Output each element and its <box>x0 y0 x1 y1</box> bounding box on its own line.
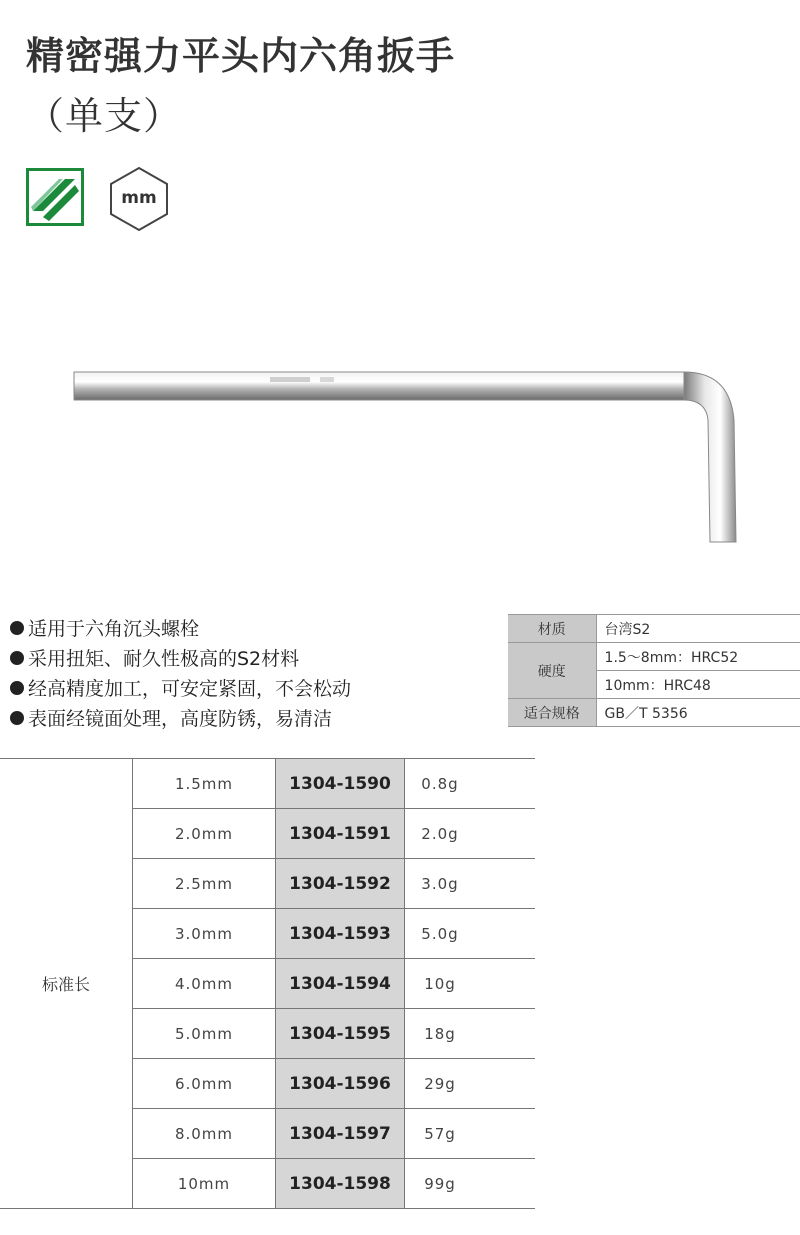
size-cell: 1.5mm <box>133 759 276 809</box>
pad-cell <box>475 959 535 1009</box>
size-cell: 3.0mm <box>133 909 276 959</box>
weight-cell: 0.8g <box>405 759 476 809</box>
unit-label: mm <box>121 188 157 208</box>
feature-item: 适用于六角沉头螺栓 <box>10 614 351 644</box>
spec-key: 材质 <box>508 615 596 643</box>
spec-row-hardness <box>508 643 800 671</box>
code-cell: 1304-1595 <box>276 1009 405 1059</box>
code-cell: 1304-1598 <box>276 1159 405 1209</box>
code-cell: 1304-1597 <box>276 1109 405 1159</box>
size-cell: 2.0mm <box>133 809 276 859</box>
bullet-icon <box>10 711 24 725</box>
size-cell: 8.0mm <box>133 1109 276 1159</box>
pad-cell <box>475 1109 535 1159</box>
weight-cell: 57g <box>405 1109 476 1159</box>
code-cell: 1304-1590 <box>276 759 405 809</box>
spec-value: 台湾S2 <box>596 615 800 643</box>
code-cell: 1304-1592 <box>276 859 405 909</box>
spec-key: 硬度 <box>508 643 596 699</box>
spec-table <box>508 614 800 727</box>
pad-cell <box>475 759 535 809</box>
product-subtitle: （单支） <box>26 94 183 138</box>
category-cell: 标准长 <box>0 759 133 1209</box>
size-cell: 4.0mm <box>133 959 276 1009</box>
code-cell: 1304-1591 <box>276 809 405 859</box>
product-title: 精密强力平头内六角扳手 <box>26 34 456 78</box>
wrench-image <box>70 360 750 560</box>
spec-value: 10mm：HRC48 <box>596 671 800 699</box>
size-cell: 5.0mm <box>133 1009 276 1059</box>
code-cell: 1304-1596 <box>276 1059 405 1109</box>
spec-value: GB／T 5356 <box>596 699 800 727</box>
weight-cell: 5.0g <box>405 909 476 959</box>
pad-cell <box>475 1059 535 1109</box>
bullet-icon <box>10 681 24 695</box>
code-cell: 1304-1593 <box>276 909 405 959</box>
spec-row-material <box>508 615 800 643</box>
spec-value: 1.5～8mm：HRC52 <box>596 643 800 671</box>
feature-item: 表面经镜面处理，高度防锈，易清洁 <box>10 704 351 734</box>
spec-row-standard <box>508 699 800 727</box>
pad-cell <box>475 909 535 959</box>
hex-key-profile-icon <box>26 168 84 226</box>
product-table <box>0 758 535 1209</box>
size-cell: 10mm <box>133 1159 276 1209</box>
size-cell: 2.5mm <box>133 859 276 909</box>
pad-cell <box>475 1159 535 1209</box>
weight-cell: 3.0g <box>405 859 476 909</box>
feature-list <box>10 614 351 734</box>
feature-item: 采用扭矩、耐久性极高的S2材料 <box>10 644 351 674</box>
table-row <box>0 759 535 809</box>
bullet-icon <box>10 621 24 635</box>
weight-cell: 29g <box>405 1059 476 1109</box>
weight-cell: 99g <box>405 1159 476 1209</box>
code-cell: 1304-1594 <box>276 959 405 1009</box>
pad-cell <box>475 809 535 859</box>
pad-cell <box>475 1009 535 1059</box>
weight-cell: 10g <box>405 959 476 1009</box>
weight-cell: 18g <box>405 1009 476 1059</box>
feature-item: 经高精度加工，可安定紧固，不会松动 <box>10 674 351 704</box>
weight-cell: 2.0g <box>405 809 476 859</box>
bullet-icon <box>10 651 24 665</box>
size-cell: 6.0mm <box>133 1059 276 1109</box>
spec-key: 适合规格 <box>508 699 596 727</box>
pad-cell <box>475 859 535 909</box>
